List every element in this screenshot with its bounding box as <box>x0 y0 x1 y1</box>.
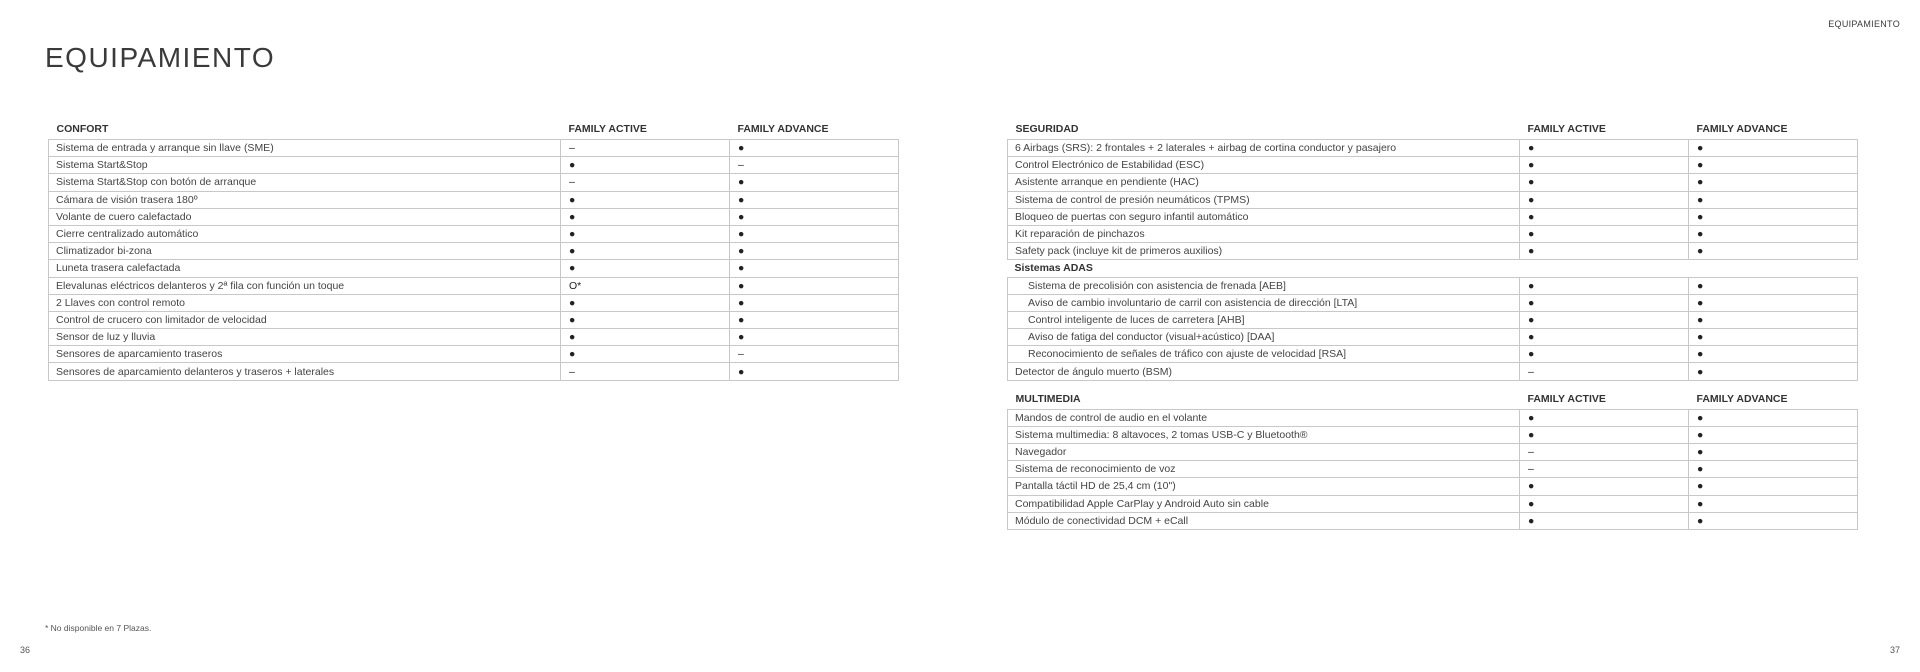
table-row <box>49 174 899 191</box>
family-advance-value: ● <box>730 260 899 277</box>
family-advance-value: ● <box>1689 512 1858 529</box>
table-header-row <box>49 119 899 140</box>
feature-cell: Navegador <box>1008 444 1520 461</box>
feature-cell: Sistema Start&Stop <box>49 157 561 174</box>
table-row <box>49 225 899 242</box>
feature-cell: Pantalla táctil HD de 25,4 cm (10") <box>1008 478 1520 495</box>
table-row <box>1008 294 1858 311</box>
table-row <box>1008 512 1858 529</box>
family-advance-value: ● <box>730 277 899 294</box>
feature-cell: Sistema Start&Stop con botón de arranque <box>49 174 561 191</box>
table-row <box>49 157 899 174</box>
table-row <box>49 191 899 208</box>
family-active-value: – <box>561 363 730 380</box>
feature-cell: Sensores de aparcamiento traseros <box>49 346 561 363</box>
family-active-value: ● <box>561 225 730 242</box>
family-active-value: ● <box>561 294 730 311</box>
family-active-value: – <box>561 140 730 157</box>
running-header: EQUIPAMIENTO <box>1828 19 1900 29</box>
feature-cell: Asistente arranque en pendiente (HAC) <box>1008 174 1520 191</box>
table-row <box>1008 243 1858 260</box>
multimedia-rows <box>1008 409 1858 529</box>
family-active-value: ● <box>1520 294 1689 311</box>
seguridad-table <box>1007 119 1858 381</box>
feature-cell: Cierre centralizado automático <box>49 225 561 242</box>
feature-cell: Mandos de control de audio en el volante <box>1008 409 1520 426</box>
column-header-family-advance: FAMILY ADVANCE <box>1696 123 1788 135</box>
family-advance-value: ● <box>1689 243 1858 260</box>
family-advance-value: ● <box>1689 363 1858 380</box>
family-active-value: ● <box>561 346 730 363</box>
column-header-family-advance: FAMILY ADVANCE <box>737 123 829 135</box>
table-row <box>49 346 899 363</box>
feature-cell: Climatizador bi-zona <box>49 243 561 260</box>
family-active-value: ● <box>1520 495 1689 512</box>
family-advance-value: ● <box>730 294 899 311</box>
table-row <box>1008 409 1858 426</box>
footnote: * No disponible en 7 Plazas. <box>45 623 152 633</box>
feature-cell: Sensores de aparcamiento delanteros y traseros + laterales <box>49 363 561 380</box>
family-active-value: ● <box>561 311 730 328</box>
bsm-group <box>1008 363 1858 380</box>
family-advance-value: ● <box>730 363 899 380</box>
family-advance-value: ● <box>1689 444 1858 461</box>
table-row <box>49 260 899 277</box>
confort-table <box>48 119 899 381</box>
table-row <box>1008 277 1858 294</box>
column-header-family-active: FAMILY ACTIVE <box>568 123 647 135</box>
family-active-value: ● <box>561 329 730 346</box>
column-header-family-advance: FAMILY ADVANCE <box>1696 392 1788 405</box>
feature-cell: Detector de ángulo muerto (BSM) <box>1008 363 1520 380</box>
family-active-value: ● <box>1520 191 1689 208</box>
family-advance-value: – <box>730 157 899 174</box>
family-active-value: ● <box>561 157 730 174</box>
table-row <box>49 311 899 328</box>
table-row <box>49 329 899 346</box>
family-active-value: ● <box>1520 157 1689 174</box>
family-active-value: – <box>1520 461 1689 478</box>
family-advance-value: ● <box>1689 461 1858 478</box>
table-row <box>49 363 899 380</box>
seguridad-section <box>1007 119 1857 530</box>
family-advance-value: ● <box>1689 225 1858 242</box>
confort-rows <box>49 140 899 381</box>
table-row <box>1008 329 1858 346</box>
table-row <box>1008 346 1858 363</box>
section-gap <box>1007 381 1857 389</box>
family-advance-value: ● <box>1689 409 1858 426</box>
table-row <box>49 208 899 225</box>
table-row <box>1008 426 1858 443</box>
feature-cell: Sistema de reconocimiento de voz <box>1008 461 1520 478</box>
feature-cell: Módulo de conectividad DCM + eCall <box>1008 512 1520 529</box>
family-advance-value: ● <box>1689 495 1858 512</box>
family-active-value: ● <box>1520 208 1689 225</box>
family-advance-value: ● <box>730 243 899 260</box>
family-advance-value: ● <box>1689 478 1858 495</box>
family-active-value: ● <box>1520 409 1689 426</box>
family-active-value: ● <box>561 260 730 277</box>
table-row <box>1008 461 1858 478</box>
family-advance-value: ● <box>1689 277 1858 294</box>
family-advance-value: ● <box>730 140 899 157</box>
table-row <box>1008 208 1858 225</box>
table-row <box>1008 495 1858 512</box>
family-advance-value: ● <box>1689 294 1858 311</box>
page-title: EQUIPAMIENTO <box>45 42 276 73</box>
feature-cell: 6 Airbags (SRS): 2 frontales + 2 laterales + airbag de cortina conductor y pasajero <box>1008 140 1520 157</box>
feature-cell: Kit reparación de pinchazos <box>1008 225 1520 242</box>
family-active-value: O* <box>561 277 730 294</box>
table-row <box>49 277 899 294</box>
family-active-value: ● <box>1520 478 1689 495</box>
adas-subheader: Sistemas ADAS <box>1014 262 1093 275</box>
adas-subheader-row <box>1008 260 1858 277</box>
table-row <box>1008 311 1858 328</box>
feature-cell: 2 Llaves con control remoto <box>49 294 561 311</box>
family-advance-value: ● <box>1689 311 1858 328</box>
feature-cell: Sistema de control de presión neumáticos (TPMS) <box>1008 191 1520 208</box>
column-header-feature: SEGURIDAD <box>1015 123 1079 135</box>
feature-cell: Bloqueo de puertas con seguro infantil automático <box>1008 208 1520 225</box>
family-advance-value: ● <box>730 311 899 328</box>
family-active-value: ● <box>561 208 730 225</box>
adas-rows <box>1008 277 1858 363</box>
feature-cell: Sistema de entrada y arranque sin llave (SME) <box>49 140 561 157</box>
feature-cell: Luneta trasera calefactada <box>49 260 561 277</box>
family-advance-value: ● <box>1689 174 1858 191</box>
feature-cell: Sensor de luz y lluvia <box>49 329 561 346</box>
table-row <box>1008 444 1858 461</box>
confort-section <box>48 119 898 381</box>
family-active-value: ● <box>1520 512 1689 529</box>
feature-cell: Cámara de visión trasera 180º <box>49 191 561 208</box>
table-row <box>49 294 899 311</box>
table-row <box>1008 363 1858 380</box>
column-header-feature: CONFORT <box>56 123 109 135</box>
family-active-value: ● <box>1520 346 1689 363</box>
table-row <box>1008 225 1858 242</box>
table-row <box>1008 478 1858 495</box>
column-header-family-active: FAMILY ACTIVE <box>1527 392 1606 405</box>
family-advance-value: ● <box>730 225 899 242</box>
family-active-value: ● <box>1520 174 1689 191</box>
family-active-value: ● <box>1520 329 1689 346</box>
feature-cell: Compatibilidad Apple CarPlay y Android Auto sin cable <box>1008 495 1520 512</box>
family-advance-value: ● <box>730 174 899 191</box>
table-header-row <box>1008 119 1858 140</box>
feature-cell: Aviso de cambio involuntario de carril con asistencia de dirección [LTA] <box>1008 294 1520 311</box>
family-active-value: ● <box>1520 140 1689 157</box>
family-advance-value: – <box>730 346 899 363</box>
table-row <box>1008 174 1858 191</box>
feature-cell: Sistema de precolisión con asistencia de frenada [AEB] <box>1008 277 1520 294</box>
family-advance-value: ● <box>1689 157 1858 174</box>
family-active-value: ● <box>1520 426 1689 443</box>
family-advance-value: ● <box>1689 346 1858 363</box>
column-header-family-active: FAMILY ACTIVE <box>1527 123 1606 135</box>
family-advance-value: ● <box>1689 208 1858 225</box>
table-row <box>1008 157 1858 174</box>
feature-cell: Safety pack (incluye kit de primeros auxilios) <box>1008 243 1520 260</box>
family-active-value: – <box>1520 363 1689 380</box>
family-advance-value: ● <box>730 208 899 225</box>
multimedia-table <box>1007 389 1858 530</box>
family-advance-value: ● <box>1689 140 1858 157</box>
feature-cell: Control inteligente de luces de carretera [AHB] <box>1008 311 1520 328</box>
family-advance-value: ● <box>730 329 899 346</box>
family-advance-value: ● <box>1689 329 1858 346</box>
page-number-right: 37 <box>1889 645 1900 655</box>
table-row <box>49 140 899 157</box>
column-header-feature: MULTIMEDIA <box>1015 392 1081 405</box>
feature-cell: Control Electrónico de Estabilidad (ESC) <box>1008 157 1520 174</box>
page-number-left: 36 <box>20 645 31 655</box>
family-active-value: – <box>561 174 730 191</box>
family-active-value: ● <box>1520 225 1689 242</box>
feature-cell: Elevalunas eléctricos delanteros y 2ª fila con función un toque <box>49 277 561 294</box>
feature-cell: Aviso de fatiga del conductor (visual+acústico) [DAA] <box>1008 329 1520 346</box>
family-advance-value: ● <box>1689 191 1858 208</box>
family-active-value: ● <box>1520 311 1689 328</box>
family-advance-value: ● <box>730 191 899 208</box>
family-active-value: ● <box>1520 243 1689 260</box>
feature-cell: Sistema multimedia: 8 altavoces, 2 tomas USB-C y Bluetooth® <box>1008 426 1520 443</box>
family-active-value: ● <box>561 243 730 260</box>
family-advance-value: ● <box>1689 426 1858 443</box>
table-row <box>49 243 899 260</box>
family-active-value: – <box>1520 444 1689 461</box>
feature-cell: Control de crucero con limitador de velocidad <box>49 311 561 328</box>
table-row <box>1008 191 1858 208</box>
table-header-row <box>1008 389 1858 410</box>
family-active-value: ● <box>561 191 730 208</box>
adas-group <box>1008 260 1858 277</box>
seguridad-rows <box>1008 140 1858 260</box>
feature-cell: Reconocimiento de señales de tráfico con ajuste de velocidad [RSA] <box>1008 346 1520 363</box>
table-row <box>1008 140 1858 157</box>
family-active-value: ● <box>1520 277 1689 294</box>
feature-cell: Volante de cuero calefactado <box>49 208 561 225</box>
